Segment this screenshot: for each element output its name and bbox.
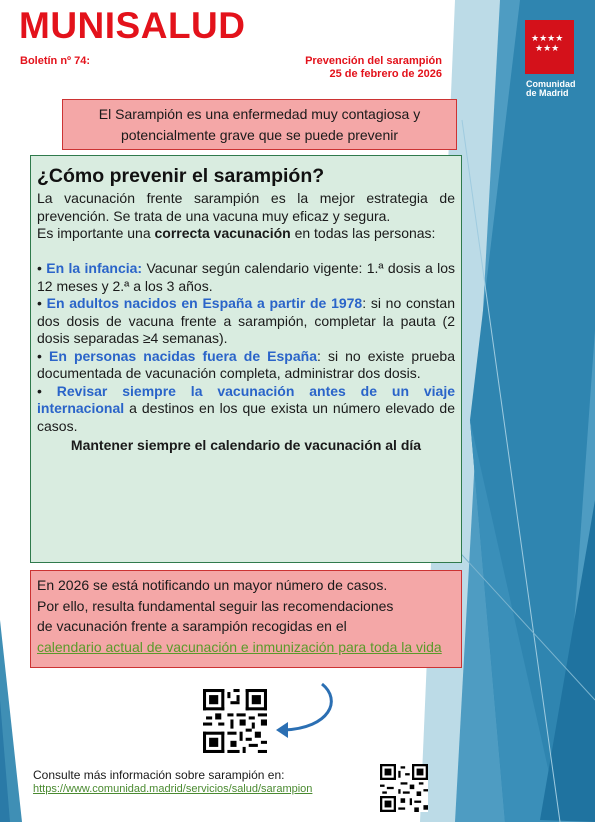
consult-text: Consulte más información sobre sarampión en:: [33, 768, 285, 782]
intro-line-2: potencialmente grave que se puede prevenir: [120, 127, 399, 143]
prevention-intro: La vacunación frente sarampión es la mejor estrategia de prevención. Se trata de una vacuna muy eficaz y segura.: [37, 190, 455, 224]
bulletin-number: Boletín nº 74:: [20, 55, 91, 67]
bulletin-topic: [270, 55, 442, 81]
qr-code-icon[interactable]: [203, 689, 267, 753]
consult-info: [33, 769, 312, 796]
topic-title: Prevención del sarampión: [305, 55, 442, 67]
bullet-travel: • Revisar siempre la vacunación antes de un viaje internacional a destinos en los que exista un número elevado de casos.: [37, 382, 456, 434]
intro-line-1: El Sarampión es una enfermedad muy contagiosa y: [98, 106, 421, 122]
prevention-importance: Es importante una correcta vacunación en todas las personas:: [37, 225, 436, 241]
curved-arrow-icon: [270, 680, 345, 740]
prevention-closing: Mantener siempre el calendario de vacunación al día: [70, 437, 422, 453]
bullet-adults-spain: • En adultos nacidos en España a partir de 1978: si no constan dos dosis de vacuna frente a sarampión, completar la pauta (2 dosis separadas ≥4 semanas).: [37, 295, 456, 346]
sarampion-url-link[interactable]: https://www.comunidad.madrid/servicios/salud/sarampion: [33, 783, 313, 795]
prevention-box: [30, 155, 462, 563]
bullet-born-abroad: • En personas nacidas fuera de España: si no existe prueba documentada de vacunación completa, administrar dos dosis.: [37, 347, 455, 381]
munisalud-logo: MUNISALUD: [19, 5, 246, 46]
intro-box: [62, 99, 457, 150]
notice-line-2: Por ello, resulta fundamental seguir las recomendaciones: [37, 597, 394, 614]
comunidad-madrid-logo: [521, 20, 583, 98]
notice-line-1: En 2026 se está notificando un mayor número de casos.: [37, 577, 388, 593]
bullet-childhood: • En la infancia: Vacunar según calendario vigente: 1.ª dosis a los 12 meses y 2.ª a los 3 años.: [37, 260, 455, 294]
notice-line-3: de vacunación frente a sarampión recogidas en el: [37, 618, 347, 634]
vaccination-calendar-link[interactable]: calendario actual de vacunación e inmunización para toda la vida: [37, 638, 442, 655]
institution-name: Comunidad de Madrid: [526, 79, 576, 98]
footer-qr-code-icon[interactable]: [380, 764, 428, 812]
topic-date: 25 de febrero de 2026: [329, 68, 442, 80]
notice-box: [30, 570, 462, 668]
madrid-flag-icon: ★★★★ ★★★: [525, 20, 574, 74]
prevention-title: ¿Cómo prevenir el sarampión?: [37, 165, 325, 187]
